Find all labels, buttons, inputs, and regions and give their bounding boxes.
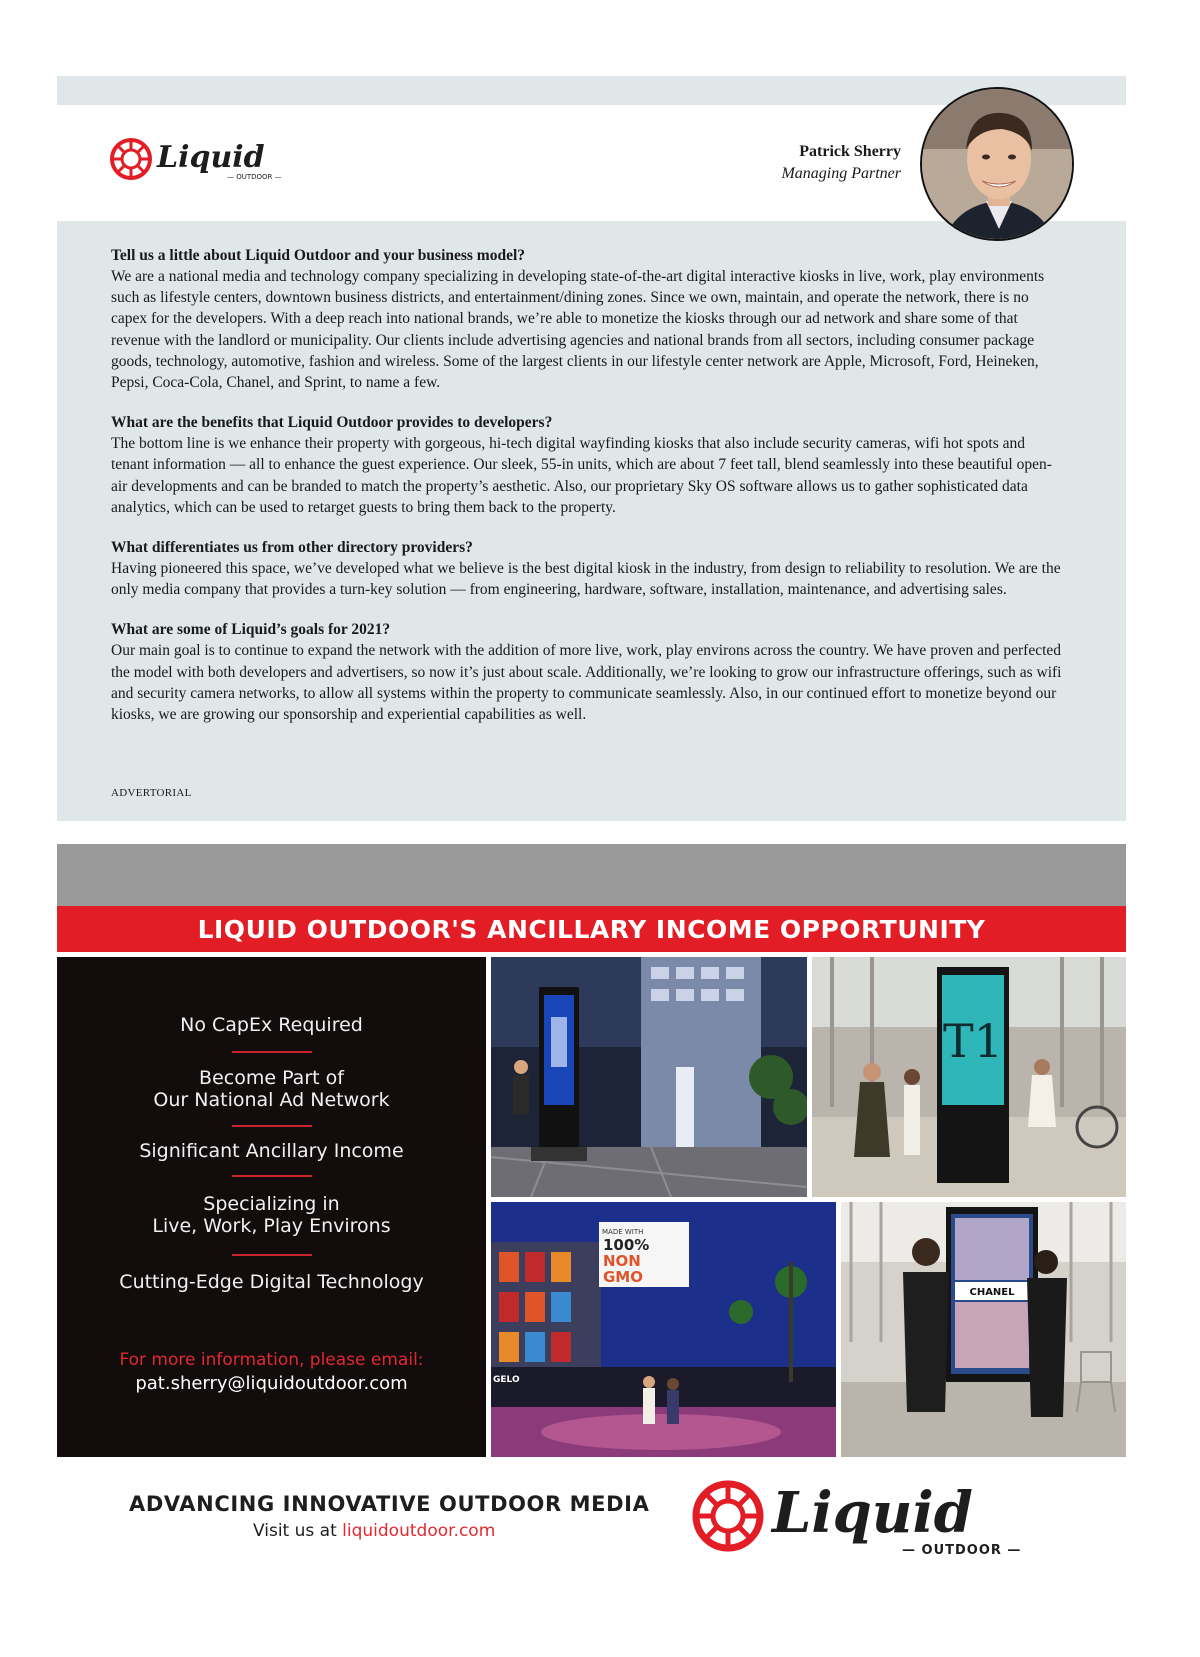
qa-item bbox=[111, 245, 1066, 393]
logo-sub: — OUTDOOR — bbox=[902, 1543, 1022, 1558]
question: What are the benefits that Liquid Outdoor provides to developers? bbox=[111, 414, 553, 432]
ad-banner bbox=[57, 906, 1126, 952]
kiosk-brand-text: CHANEL bbox=[969, 1287, 1015, 1298]
answer: We are a national media and technology company specializing in developing state-of-the-art digital interactive kiosks in live, work, play environments such as lifestyle centers, downtown business districts, and entertainment/dining zones. Since we own, maintain, and operate the network, there is no capex for the developers. With a deep reach into national brands, we’re able to monetize the kiosks through our ad network and share some of that revenue with the landlord or municipality. Our clients include advertising agencies and national brands from all sectors, including consumer package goods, technology, automotive, fashion and wireless. Some of the largest clients in our lifestyle center network are Apple, Microsoft, Ford, Heineken, Pepsi, Coca-Cola, Chanel, and Sprint, to name a few. bbox=[111, 268, 1045, 392]
liquid-outdoor-logo bbox=[109, 135, 309, 185]
answer: Our main goal is to continue to expand the network with the addition of more live, work, play environs across the country. We have proven and perfected the model with both developers and advertisers, so now it’s just about scale. Additionally, we’re looking to grow our infrastructure offerings, such as wifi and security camera networks, to allow all systems within the property to communicate seamlessly. Also, in our continued effort to monetize beyond our kiosks, we are growing our sponsorship and experiential capabilities as well. bbox=[111, 642, 1062, 724]
feature-divider bbox=[232, 1125, 312, 1127]
poster-text: T1 bbox=[943, 1014, 1003, 1068]
qa-item bbox=[111, 619, 1066, 725]
photo-kiosk-shoppers bbox=[812, 957, 1126, 1197]
visit-line bbox=[253, 1521, 495, 1541]
feature-divider bbox=[232, 1051, 312, 1053]
advertorial-label: ADVERTORIAL bbox=[111, 787, 192, 799]
person-name: Patrick Sherry bbox=[799, 143, 901, 160]
article-body bbox=[57, 221, 1126, 821]
feature-specializing-1: Specializing in bbox=[203, 1193, 340, 1215]
billboard-text-1: 100% bbox=[603, 1236, 650, 1254]
logo-wordmark: Liquid bbox=[157, 140, 265, 175]
feature-specializing-2: Live, Work, Play Environs bbox=[152, 1215, 391, 1237]
feature-ad-network-2: Our National Ad Network bbox=[153, 1089, 390, 1111]
liquid-outdoor-logo-large bbox=[690, 1470, 1060, 1560]
billboard-small-text: MADE WITH bbox=[602, 1228, 644, 1236]
tagline: ADVANCING INNOVATIVE OUTDOOR MEDIA bbox=[129, 1492, 650, 1516]
ad-footer bbox=[57, 1457, 657, 1557]
logo-emblem-icon bbox=[112, 140, 150, 178]
question: What differentiates us from other directory providers? bbox=[111, 539, 473, 557]
contact-email[interactable]: pat.sherry@liquidoutdoor.com bbox=[135, 1373, 408, 1394]
store-sign-text: GELO bbox=[493, 1375, 520, 1385]
ad-feature-panel bbox=[57, 957, 486, 1457]
qa-item bbox=[111, 412, 1066, 518]
person-credit bbox=[781, 141, 901, 185]
question: What are some of Liquid’s goals for 2021? bbox=[111, 621, 391, 639]
photo-kiosk-chanel bbox=[841, 1202, 1126, 1457]
feature-no-capex: No CapEx Required bbox=[180, 1014, 363, 1036]
website-link[interactable]: liquidoutdoor.com bbox=[342, 1521, 496, 1541]
logo-wordmark: Liquid bbox=[772, 1480, 973, 1546]
email-label: For more information, please email: bbox=[119, 1350, 424, 1370]
feature-ad-network-1: Become Part of bbox=[199, 1067, 344, 1089]
feature-divider bbox=[232, 1254, 312, 1256]
question: Tell us a little about Liquid Outdoor and your business model? bbox=[111, 247, 526, 264]
logo-sub: — OUTDOOR — bbox=[227, 173, 282, 181]
logo-emblem-icon bbox=[696, 1484, 760, 1548]
feature-divider bbox=[232, 1175, 312, 1177]
photo-night-plaza-billboard bbox=[491, 1202, 836, 1457]
feature-ancillary-income: Significant Ancillary Income bbox=[139, 1140, 404, 1162]
portrait-photo bbox=[920, 87, 1074, 241]
billboard-text-2: NON bbox=[603, 1252, 641, 1270]
answer: Having pioneered this space, we’ve developed what we believe is the best digital kiosk in the industry, from design to reliability to resolution. We are the only media company that provides a turn-key solution — from engineering, hardware, software, installation, maintenance, and advertising sales. bbox=[111, 560, 1061, 599]
ad-banner-text: LIQUID OUTDOOR'S ANCILLARY INCOME OPPORTUNITY bbox=[197, 914, 986, 944]
ad-gray-band bbox=[57, 844, 1126, 906]
answer: The bottom line is we enhance their property with gorgeous, hi-tech digital wayfinding kiosks that also include security cameras, wifi hot spots and tenant information — all to enhance the guest experience. Our sleek, 55-in units, which are about 7 feet tall, blend seamlessly into these beautiful open-air developments and can be branded to match the property’s aesthetic. Also, our proprietary Sky OS software allows us to gather sophisticated data analytics, which can be used to retarget guests to bring them back to the property. bbox=[111, 435, 1052, 516]
person-title: Managing Partner bbox=[781, 165, 901, 182]
feature-digital-tech: Cutting-Edge Digital Technology bbox=[119, 1271, 424, 1293]
qa-item bbox=[111, 537, 1066, 600]
visit-prefix: Visit us at bbox=[253, 1521, 343, 1541]
billboard-text-3: GMO bbox=[603, 1268, 643, 1286]
photo-kiosk-night-plaza bbox=[491, 957, 807, 1197]
